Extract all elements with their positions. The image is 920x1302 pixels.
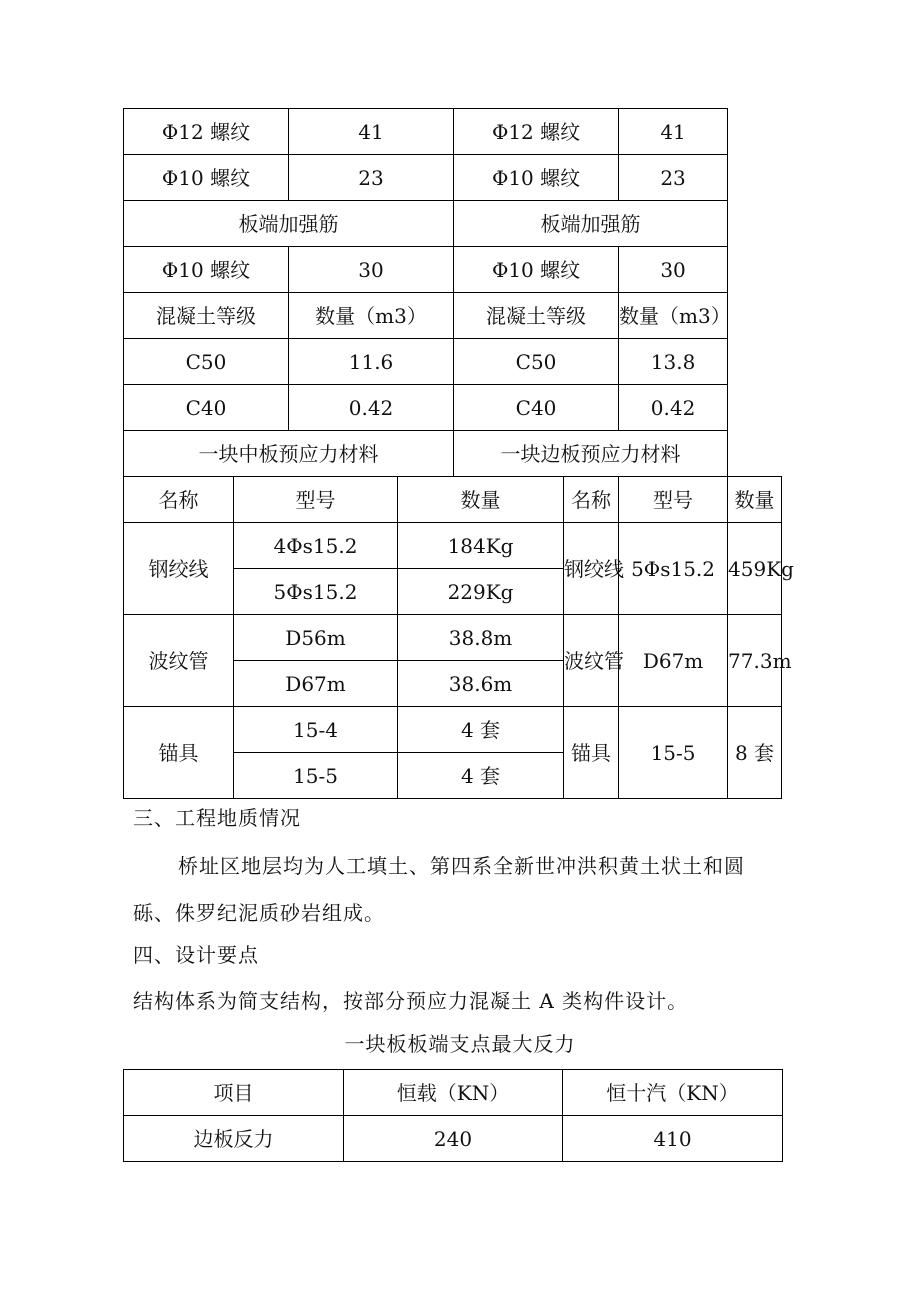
- cell: Φ10 螺纹: [454, 155, 619, 201]
- cell: 边板反力: [124, 1116, 344, 1162]
- header-cell: 混凝土等级: [124, 293, 289, 339]
- cell: 波纹管: [564, 615, 619, 707]
- cell: 15-4: [234, 707, 398, 753]
- cell: 锚具: [564, 707, 619, 799]
- cell: Φ12 螺纹: [124, 109, 289, 155]
- cell: 锚具: [124, 707, 234, 799]
- cell: Φ10 螺纹: [124, 247, 289, 293]
- cell: 30: [289, 247, 454, 293]
- section-header-cell: 一块边板预应力材料: [454, 431, 728, 477]
- header-cell: 数量: [728, 477, 782, 523]
- cell: D67m: [619, 615, 728, 707]
- cell: 0.42: [289, 385, 454, 431]
- cell: C40: [124, 385, 289, 431]
- cell: 240: [344, 1116, 563, 1162]
- paragraph-line: 桥址区地层均为人工填土、第四系全新世冲洪积黄土状土和圆: [178, 854, 745, 878]
- cell: C50: [454, 339, 619, 385]
- cell: C40: [454, 385, 619, 431]
- cell: Φ10 螺纹: [454, 247, 619, 293]
- header-cell: 名称: [564, 477, 619, 523]
- cell: 38.8m: [398, 615, 564, 661]
- section-heading: 三、工程地质情况: [133, 806, 301, 830]
- cell: 15-5: [619, 707, 728, 799]
- paragraph-line: 砾、侏罗纪泥质砂岩组成。: [133, 901, 385, 925]
- cell: 8 套: [728, 707, 782, 799]
- cell: 5Φs15.2: [619, 523, 728, 615]
- header-cell: 恒十汽（KN）: [563, 1070, 783, 1116]
- cell: Φ12 螺纹: [454, 109, 619, 155]
- header-cell: 数量（m3）: [289, 293, 454, 339]
- paragraph: 结构体系为简支结构，按部分预应力混凝土 A 类构件设计。: [133, 989, 689, 1013]
- header-cell: 项目: [124, 1070, 344, 1116]
- cell: C50: [124, 339, 289, 385]
- cell: 410: [563, 1116, 783, 1162]
- table-title: 一块板板端支点最大反力: [344, 1032, 576, 1056]
- section-header-cell: 板端加强筋: [124, 201, 454, 247]
- header-cell: 恒载（KN）: [344, 1070, 563, 1116]
- header-cell: 型号: [234, 477, 398, 523]
- section-header-cell: 一块中板预应力材料: [124, 431, 454, 477]
- header-cell: 混凝土等级: [454, 293, 619, 339]
- cell: 15-5: [234, 753, 398, 799]
- section-heading: 四、设计要点: [133, 943, 259, 967]
- cell: 11.6: [289, 339, 454, 385]
- cell: 4 套: [398, 707, 564, 753]
- cell: D67m: [234, 661, 398, 707]
- cell: 41: [289, 109, 454, 155]
- section-header-cell: 板端加强筋: [454, 201, 728, 247]
- header-cell: 数量（m3）: [619, 293, 728, 339]
- header-cell: 数量: [398, 477, 564, 523]
- cell: 4 套: [398, 753, 564, 799]
- cell: 459Kg: [728, 523, 782, 615]
- cell: 13.8: [619, 339, 728, 385]
- cell: D56m: [234, 615, 398, 661]
- materials-table: [123, 108, 794, 799]
- cell: 波纹管: [124, 615, 234, 707]
- reaction-table: [123, 1069, 783, 1162]
- cell: 钢绞线: [124, 523, 234, 615]
- cell: 4Φs15.2: [234, 523, 398, 569]
- cell: 184Kg: [398, 523, 564, 569]
- cell: 钢绞线: [564, 523, 619, 615]
- cell: 5Φs15.2: [234, 569, 398, 615]
- cell: 41: [619, 109, 728, 155]
- cell: 77.3m: [728, 615, 782, 707]
- cell: Φ10 螺纹: [124, 155, 289, 201]
- cell: 229Kg: [398, 569, 564, 615]
- cell: 38.6m: [398, 661, 564, 707]
- cell: 23: [619, 155, 728, 201]
- cell: 30: [619, 247, 728, 293]
- cell: 23: [289, 155, 454, 201]
- cell: 0.42: [619, 385, 728, 431]
- header-cell: 型号: [619, 477, 728, 523]
- header-cell: 名称: [124, 477, 234, 523]
